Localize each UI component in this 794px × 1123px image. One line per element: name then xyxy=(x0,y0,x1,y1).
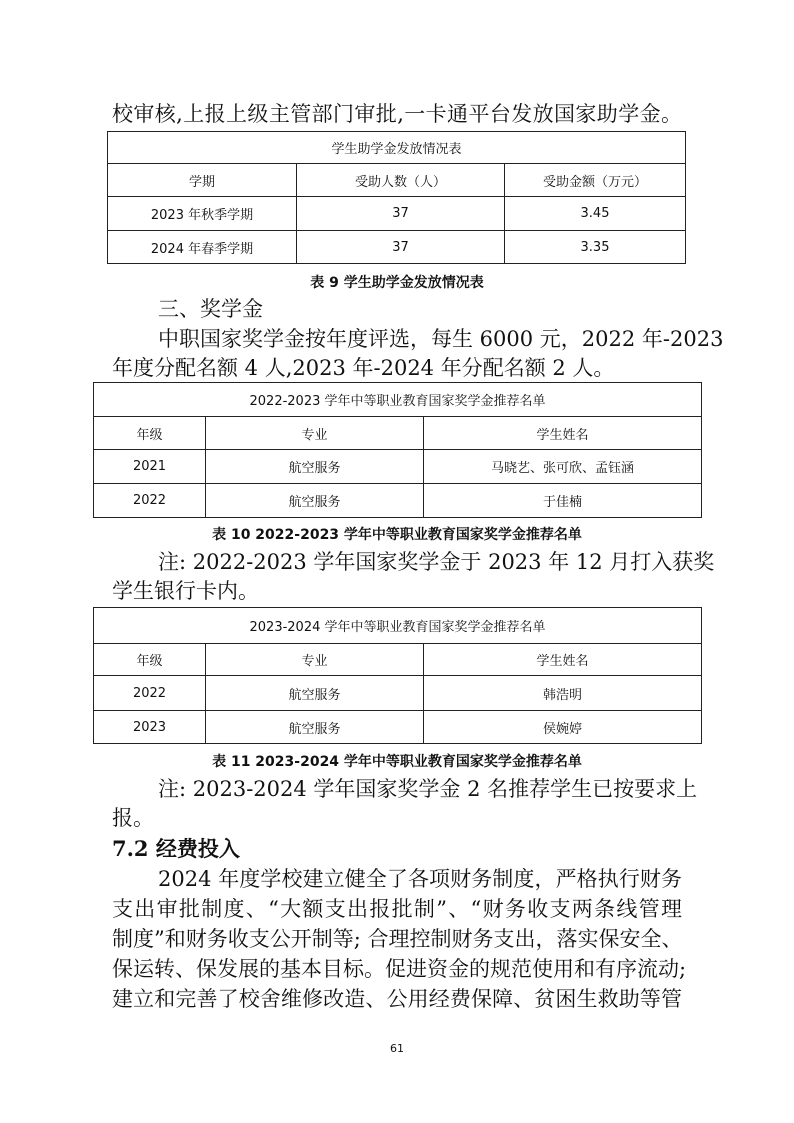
table-cell: 2022 xyxy=(94,676,206,711)
body-text-line: 保运转、保发展的基本目标。促进资金的规范使用和有序流动; xyxy=(112,957,687,981)
table-cell: 航空服务 xyxy=(206,450,424,484)
table-row xyxy=(94,484,702,518)
body-text-line: 支出审批制度、“大额支出报批制”、“财务收支两条线管理 xyxy=(112,897,682,921)
table-header: 年级 xyxy=(94,417,206,450)
table-cell: 韩浩明 xyxy=(424,676,702,711)
body-text-line: 注: 2023-2024 学年国家奖学金 2 名推荐学生已按要求上 xyxy=(158,777,698,801)
body-text-line: 报。 xyxy=(112,806,154,830)
table-cell: 2024 年春季学期 xyxy=(108,231,297,264)
table-row xyxy=(108,231,686,264)
body-text-line: 中职国家奖学金按年度评选，每生 6000 元，2022 年-2023 xyxy=(158,327,724,351)
table-cell: 37 xyxy=(297,231,505,264)
table-cell: 航空服务 xyxy=(206,676,424,711)
body-text-line: 注: 2022-2023 学年国家奖学金于 2023 年 12 月打入获奖 xyxy=(158,550,715,574)
table-cell: 航空服务 xyxy=(206,484,424,518)
table-header: 年级 xyxy=(94,644,206,676)
table-cell: 2023 年秋季学期 xyxy=(108,197,297,231)
table-caption: 表 10 2022-2023 学年中等职业教育国家奖学金推荐名单 xyxy=(212,527,582,543)
table-scholarship-2022-2023 xyxy=(93,382,702,518)
table-row xyxy=(108,197,686,231)
table-grant-distribution xyxy=(107,131,686,264)
table-header: 专业 xyxy=(206,417,424,450)
body-text-line: 制度”和财务收支公开制等; 合理控制财务支出，落实保安全、 xyxy=(112,927,683,951)
table-header: 受助金额（万元） xyxy=(505,164,686,197)
page-number: 61 xyxy=(390,1042,404,1055)
table-title: 学生助学金发放情况表 xyxy=(108,132,686,164)
body-text-line: 建立和完善了校舍维修改造、公用经费保障、贫困生救助等管 xyxy=(112,987,682,1011)
table-cell: 37 xyxy=(297,197,505,231)
table-cell: 马晓艺、张可欣、孟钰涵 xyxy=(424,450,702,484)
table-row xyxy=(94,711,702,744)
body-text-line: 校审核,上报上级主管部门审批,一卡通平台发放国家助学金。 xyxy=(112,102,682,126)
table-cell: 2021 xyxy=(94,450,206,484)
section-heading: 三、奖学金 xyxy=(158,297,263,321)
section-heading: 7.2 经费投入 xyxy=(112,836,240,861)
table-row xyxy=(94,450,702,484)
table-caption: 表 11 2023-2024 学年中等职业教育国家奖学金推荐名单 xyxy=(212,754,582,770)
table-header: 学期 xyxy=(108,164,297,197)
table-cell: 于佳楠 xyxy=(424,484,702,518)
table-row xyxy=(94,676,702,711)
table-cell: 3.45 xyxy=(505,197,686,231)
table-header: 专业 xyxy=(206,644,424,676)
table-title: 2023-2024 学年中等职业教育国家奖学金推荐名单 xyxy=(94,608,702,644)
body-text-line: 学生银行卡内。 xyxy=(112,579,259,603)
table-header: 学生姓名 xyxy=(424,417,702,450)
table-cell: 2023 xyxy=(94,711,206,744)
table-header: 学生姓名 xyxy=(424,644,702,676)
table-cell: 2022 xyxy=(94,484,206,518)
table-title: 2022-2023 学年中等职业教育国家奖学金推荐名单 xyxy=(94,383,702,417)
table-cell: 航空服务 xyxy=(206,711,424,744)
table-scholarship-2023-2024 xyxy=(93,607,702,744)
table-cell: 3.35 xyxy=(505,231,686,264)
table-header: 受助人数（人） xyxy=(297,164,505,197)
table-caption: 表 9 学生助学金发放情况表 xyxy=(310,275,484,291)
body-text-line: 年度分配名额 4 人,2023 年-2024 年分配名额 2 人。 xyxy=(112,356,615,380)
table-cell: 侯婉婷 xyxy=(424,711,702,744)
body-text-line: 2024 年度学校建立健全了各项财务制度，严格执行财务 xyxy=(158,867,682,891)
